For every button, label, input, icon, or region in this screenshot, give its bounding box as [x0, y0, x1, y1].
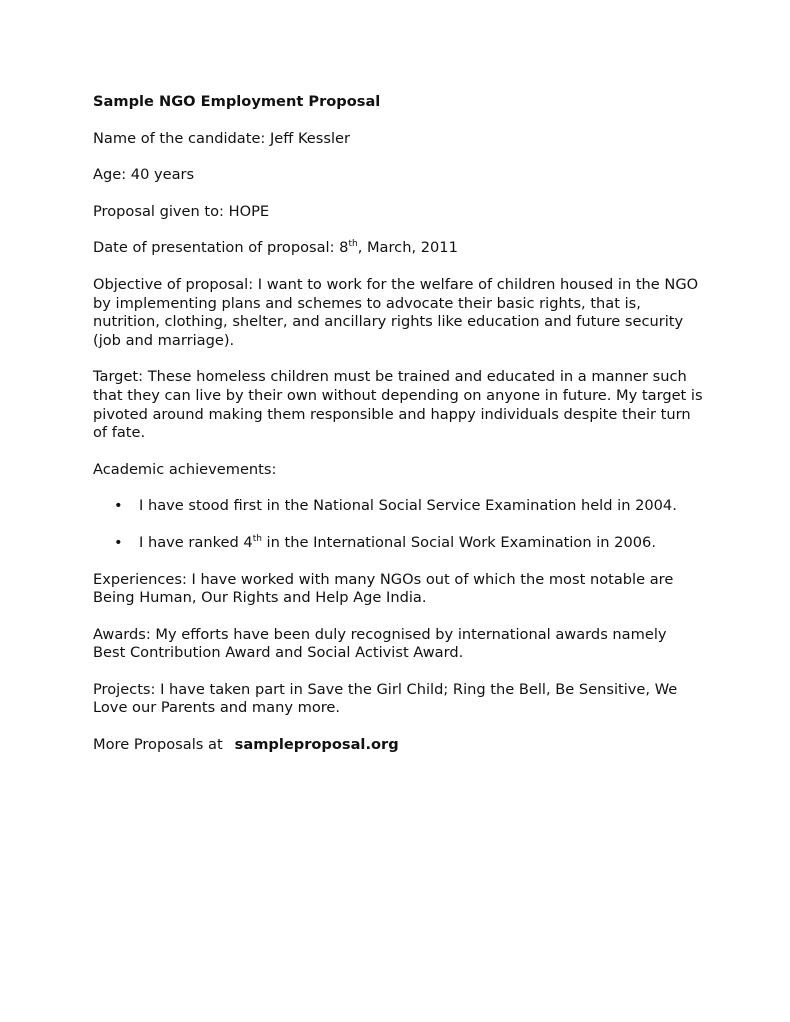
academic-heading: Academic achievements:: [93, 460, 277, 478]
achievement-text: [139, 534, 656, 551]
list-item: [93, 534, 703, 553]
proposal-recipient: Proposal given to: HOPE: [93, 202, 270, 220]
date-ordinal: th: [348, 239, 358, 250]
bullet-icon: •: [114, 497, 123, 515]
projects-paragraph: Projects: I have taken part in Save the Girl Child; Ring the Bell, Be Sensitive, We Love our Parents and many more.: [93, 680, 678, 717]
more-proposals: [93, 736, 703, 755]
experiences-paragraph: Experiences: I have worked with many NGOs out of which the most notable are Being Human, Our Rights and Help Age India.: [93, 570, 674, 607]
achievements-list: [93, 497, 703, 552]
bullet-icon: •: [114, 533, 123, 551]
candidate-name: Name of the candidate: Jeff Kessler: [93, 129, 351, 147]
objective-paragraph: Objective of proposal: I want to work for the welfare of children housed in the NGO by implementing plans and schemes to advocate their basic rights, that is, nutrition, clothing, shelter, and ancillary rights like education and future security (job and marriage).: [93, 275, 699, 349]
candidate-age: Age: 40 years: [93, 166, 195, 184]
rank-ordinal: th: [252, 534, 262, 545]
presentation-date: [93, 239, 703, 258]
date-prefix: Date of presentation of proposal: 8: [93, 239, 349, 257]
date-suffix: , March, 2011: [357, 239, 458, 257]
achievement-text-prefix: I have ranked 4: [139, 533, 253, 551]
document-title: Sample NGO Employment Proposal: [93, 93, 381, 110]
achievement-text-suffix: in the International Social Work Examination in 2006.: [261, 533, 656, 551]
site-link[interactable]: sampleproposal.org: [234, 736, 399, 754]
more-proposals-label: More Proposals at: [93, 736, 223, 754]
target-paragraph: Target: These homeless children must be trained and educated in a manner such that they can live by their own without depending on anyone in future. My target is pivoted around making them responsible and happy individuals despite their turn of fate.: [93, 368, 703, 442]
document-page: [93, 93, 703, 773]
list-item: [93, 497, 703, 516]
awards-paragraph: Awards: My efforts have been duly recognised by international awards namely Best Contribution Award and Social Activist Award.: [93, 625, 667, 662]
achievement-text: I have stood first in the National Social Service Examination held in 2004.: [139, 497, 677, 515]
